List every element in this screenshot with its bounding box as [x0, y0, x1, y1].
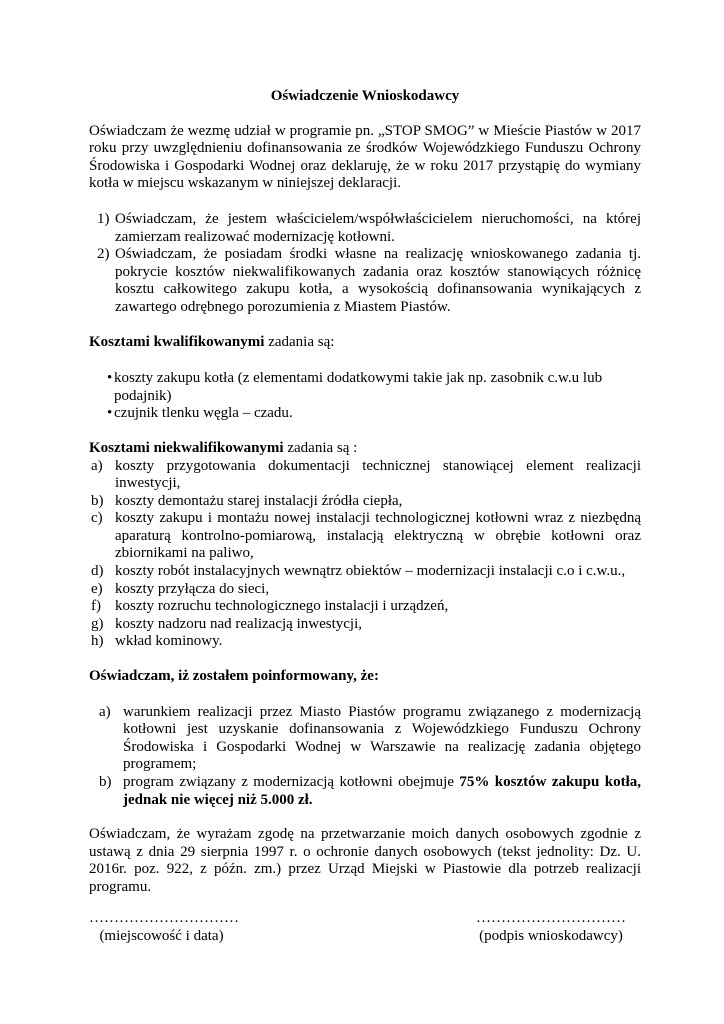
- list-item: [97, 704, 641, 774]
- list-marker: f): [91, 598, 101, 615]
- list-marker: b): [91, 492, 104, 509]
- qualified-costs-heading: [89, 334, 641, 352]
- signature-label: (podpis wnioskodawcy): [479, 927, 623, 944]
- list-item-text: wkład kominowy.: [115, 633, 223, 650]
- consent-paragraph: Oświadczam, że wyrażam zgodę na przetwarzanie moich danych osobowych zgodnie z ustawą z dnia 29 sierpnia 1997 r. o ochronie danych osobowych (tekst jednolity: Dz. U. 2016r. poz. 922, z późn. zm.) przez Urząd Miejski w Piastowie dla potrzeb realizacji programu.: [89, 826, 641, 895]
- intro-paragraph: Oświadczam że wezmę udział w programie pn. „STOP SMOG” w Mieście Piastów w 2017 roku przy uwzględnieniu dofinansowania ze środków Wojewódzkiego Funduszu Ochrony Środowiska i Gospodarki Wodnej oraz deklaruję, że w roku 2017 przystąpię do wymiany kotła w miejscu wskazanym w niniejszej deklaracji.: [89, 122, 641, 192]
- heading-rest: zadania są :: [283, 439, 358, 456]
- heading-bold: Kosztami kwalifikowanymi: [89, 333, 265, 350]
- bullet-marker: •: [107, 370, 113, 387]
- list-item-text: czujnik tlenku węgla – czadu.: [114, 405, 293, 422]
- place-date-field: [89, 910, 239, 945]
- bullet-marker: •: [107, 405, 113, 422]
- list-item: [89, 598, 641, 616]
- informed-list: [97, 704, 641, 810]
- declarations-list: [89, 211, 641, 317]
- list-item-text: koszty przyłącza do sieci,: [115, 580, 270, 597]
- list-marker: a): [91, 457, 103, 474]
- list-item-text: Oświadczam, że jestem właścicielem/współwłaścicielem nieruchomości, na której zamierzam realizować modernizację kotłowni.: [115, 210, 641, 245]
- list-marker: 2): [97, 246, 110, 263]
- list-item: [89, 581, 641, 599]
- list-item-text: koszty robót instalacyjnych wewnątrz obiektów – modernizacji instalacji c.o i c.w.u.,: [115, 563, 626, 580]
- signature-dots: …………………………: [476, 910, 626, 926]
- list-marker: h): [91, 633, 104, 650]
- list-item-text: program związany z modernizacją kotłowni obejmuje: [123, 774, 460, 790]
- list-marker: e): [91, 580, 103, 597]
- list-item: [89, 211, 641, 246]
- list-marker: b): [99, 774, 112, 790]
- list-item: [89, 493, 641, 511]
- list-item-text: koszty rozruchu technologicznego instalacji i urządzeń,: [115, 598, 449, 615]
- signature-field: [476, 910, 626, 945]
- list-item: [89, 458, 641, 493]
- place-date-label: (miejscowość i data): [99, 927, 224, 944]
- list-item-text: koszty demontażu starej instalacji źródła ciepła,: [115, 492, 403, 509]
- list-item-text: warunkiem realizacji przez Miasto Piastów programu związanego z modernizacją kotłowni jest uzyskanie dofinansowania z Wojewódzkiego Funduszu Ochrony Środowiska i Gospodarki Wodnej w Warszawie na realizację zadania objętego programem;: [123, 703, 641, 773]
- list-marker: a): [99, 703, 111, 720]
- list-item: [89, 370, 641, 405]
- list-item: [97, 774, 641, 809]
- place-date-dots: …………………………: [89, 910, 239, 926]
- qualified-costs-list: [89, 370, 641, 423]
- document-page: [89, 88, 641, 897]
- list-item-text: Oświadczam, że posiadam środki własne na realizację wnioskowanego zadania tj. pokrycie kosztów niekwalifikowanych zadania oraz kosztów stanowiących różnicę kosztu całkowitego zakupu kotła, a wysokością dofinansowania wynikających z zawartego odrębnego porozumienia z Miastem Piastów.: [115, 246, 641, 315]
- nonqualified-costs-heading: [89, 440, 641, 458]
- document-title: Oświadczenie Wnioskodawcy: [270, 88, 460, 104]
- list-marker: c): [91, 510, 103, 527]
- list-item-text: koszty przygotowania dokumentacji technicznej stanowiącej element realizacji inwestycji,: [115, 457, 641, 492]
- list-marker: d): [91, 563, 104, 580]
- nonqualified-costs-list: [89, 458, 641, 652]
- list-item: [89, 246, 641, 316]
- list-item-bold-text: 75% kosztów zakupu kotła, jednak nie więcej niż 5.000 zł.: [123, 774, 642, 808]
- list-item-text: koszty nadzoru nad realizacją inwestycji,: [115, 615, 362, 632]
- list-marker: g): [91, 615, 104, 632]
- list-item-text: koszty zakupu i montażu nowej instalacji technologicznej kotłowni wraz z niezbędną aparaturą kontrolno-pomiarową, instalacją elektryczną w obrębie kotłowni oraz zbiornikami na paliwo,: [115, 510, 641, 562]
- list-item: [89, 633, 641, 651]
- informed-heading: Oświadczam, iż zostałem poinformowany, że:: [89, 668, 379, 685]
- list-marker: 1): [97, 210, 110, 227]
- list-item: [89, 616, 641, 634]
- list-item-text: koszty zakupu kotła (z elementami dodatkowymi takie jak np. zasobnik c.w.u lub podajnik): [114, 370, 603, 404]
- heading-rest: zadania są:: [264, 333, 335, 350]
- list-item: [89, 510, 641, 563]
- list-item: [89, 563, 641, 581]
- list-item: [89, 405, 641, 423]
- heading-bold: Kosztami niekwalifikowanymi: [89, 439, 284, 456]
